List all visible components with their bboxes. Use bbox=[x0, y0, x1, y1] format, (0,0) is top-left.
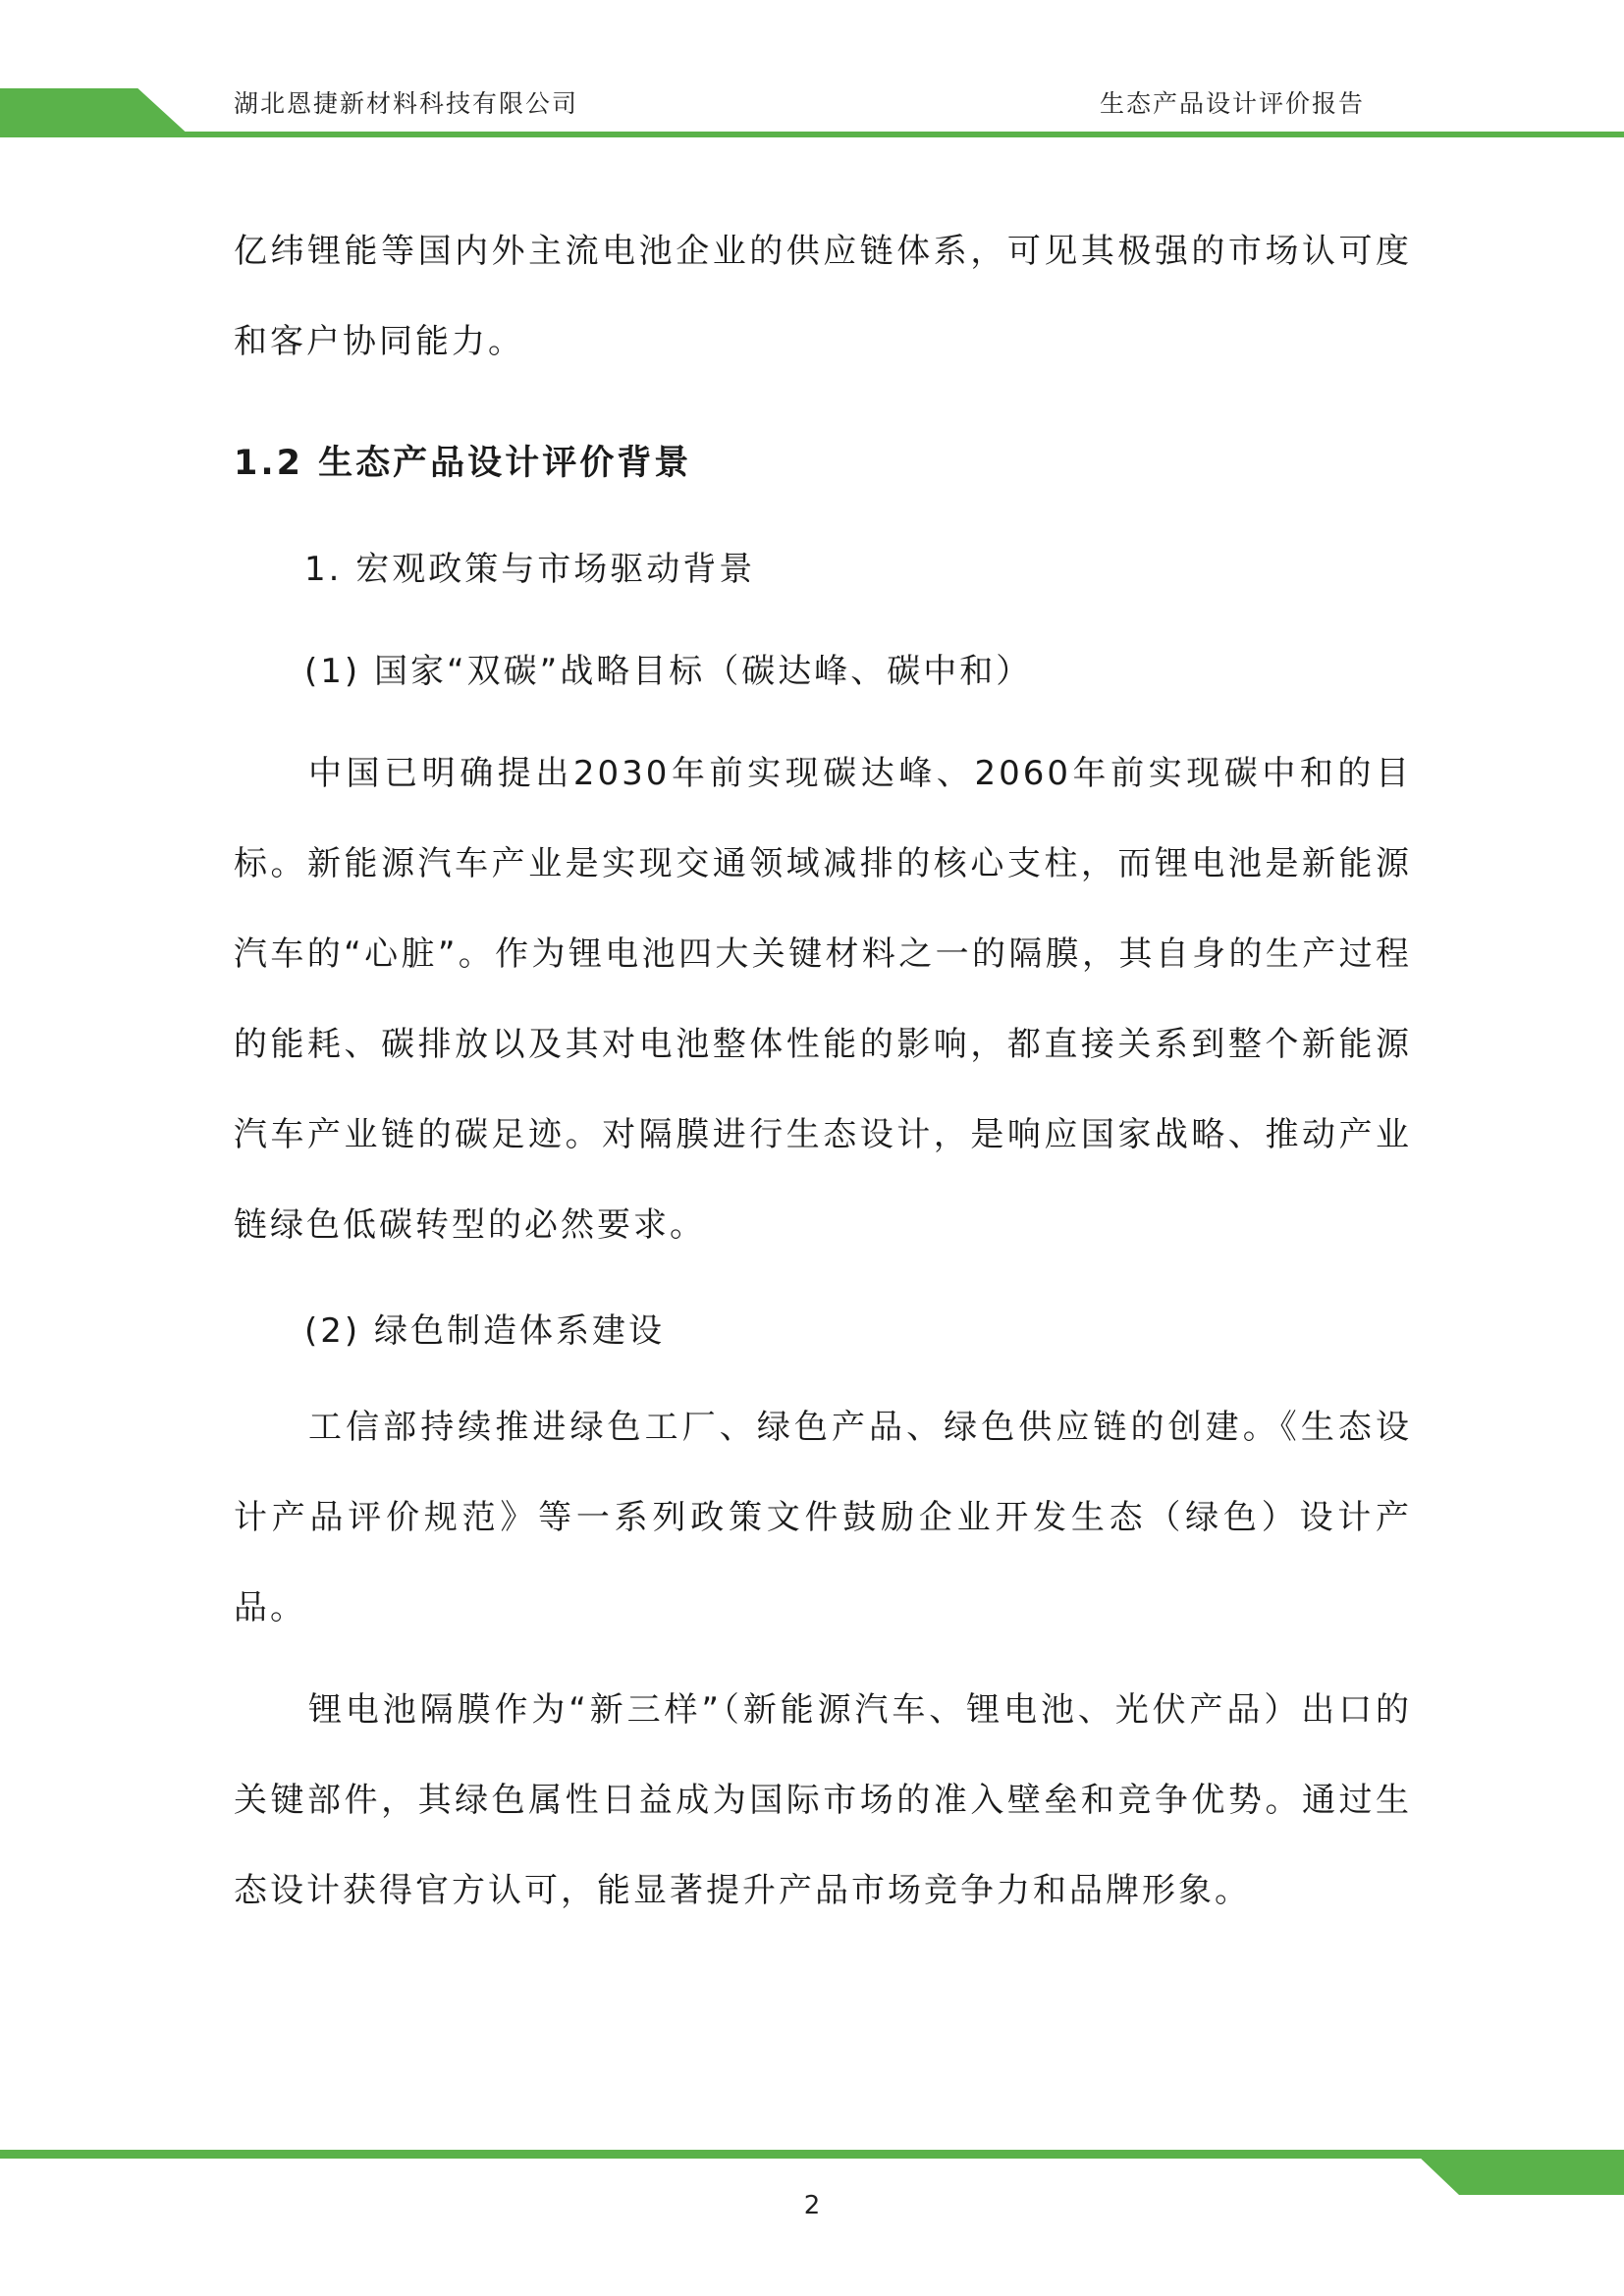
paragraph-continued: 亿纬锂能等国内外主流电池企业的供应链体系，可见其极强的市场认可度和客户协同能力。 bbox=[234, 232, 1412, 361]
paragraph-green-manufacturing: 工信部持续推进绿色工厂、绿色产品、绿色供应链的创建。《生态设计产品评价规范》等一系列政策文件鼓励企业开发生态（绿色）设计产品。 bbox=[234, 1408, 1412, 1628]
subheading-dual-carbon: (1) 国家“双碳”战略目标（碳达峰、碳中和） bbox=[304, 652, 1033, 691]
header-company-name: 湖北恩捷新材料科技有限公司 bbox=[234, 89, 579, 118]
header-report-title: 生态产品设计评价报告 bbox=[1099, 89, 1365, 118]
footer-green-wedge bbox=[1418, 2156, 1624, 2195]
subheading-macro-policy: 1. 宏观政策与市场驱动背景 bbox=[304, 550, 756, 589]
page-number: 2 bbox=[803, 2191, 821, 2220]
paragraph-export-advantage: 锂电池隔膜作为“新三样”（新能源汽车、锂电池、光伏产品）出口的关键部件，其绿色属性日益成为国际市场的准入壁垒和竞争优势。通过生态设计获得官方认可，能显著提升产品市场竞争力和品牌形象。 bbox=[234, 1690, 1412, 1910]
section-heading: 1.2 生态产品设计评价背景 bbox=[234, 444, 692, 483]
footer-green-rule bbox=[0, 2150, 1624, 2159]
paragraph-dual-carbon: 中国已明确提出2030年前实现碳达峰、2060年前实现碳中和的目标。新能源汽车产业是实现交通领域减排的核心支柱，而锂电池是新能源汽车的“心脏”。作为锂电池四大关键材料之一的隔膜，其自身的生产过程的能耗、碳排放以及其对电池整体性能的影响，都直接关系到整个新能源汽车产业链的碳足迹。对隔膜进行生态设计，是响应国家战略、推动产业链绿色低碳转型的必然要求。 bbox=[234, 754, 1412, 1245]
subheading-green-manufacturing: (2) 绿色制造体系建设 bbox=[304, 1311, 665, 1351]
header-green-rule bbox=[0, 132, 1624, 137]
header-green-wedge bbox=[0, 88, 191, 137]
